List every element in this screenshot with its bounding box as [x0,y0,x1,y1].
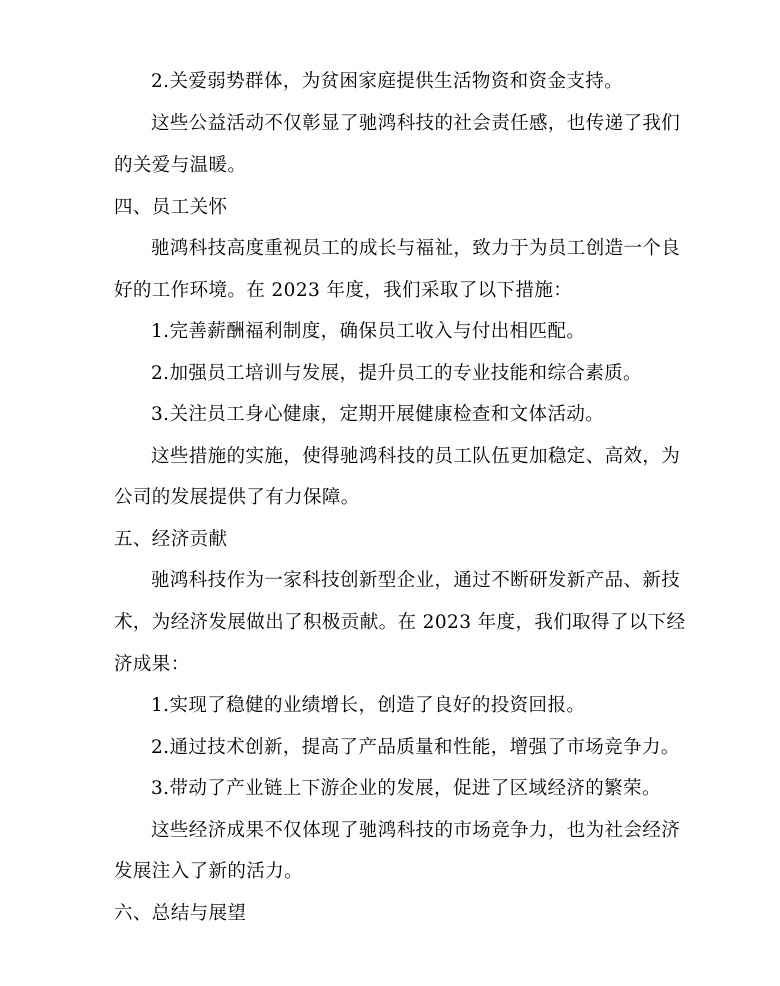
paragraph-line: 这些措施的实施，使得驰鸿科技的员工队伍更加稳定、高效，为 [151,446,681,467]
list-item-health: 3.关注员工身心健康，定期开展健康检查和文体活动。 [151,404,605,425]
paragraph-line: 济成果： [114,654,190,675]
list-item-compensation: 1.完善薪酬福利制度，确保员工收入与付出相匹配。 [151,321,586,342]
paragraph-line: 驰鸿科技作为一家科技创新型企业，通过不断研发新产品、新技 [151,570,681,591]
section-heading-employee-care: 四、员工关怀 [114,197,228,218]
paragraph-line: 公司的发展提供了有力保障。 [114,487,360,508]
paragraph-line: 这些经济成果不仅体现了驰鸿科技的市场竞争力，也为社会经济 [151,820,681,841]
paragraph-line: 的关爱与温暖。 [114,155,247,176]
section-heading-summary-outlook: 六、总结与展望 [114,903,247,924]
paragraph-line: 驰鸿科技高度重视员工的成长与福祉，致力于为员工创造一个良 [151,238,681,259]
paragraph-line: 好的工作环境。在 2023 年度，我们采取了以下措施： [114,280,573,301]
paragraph-line: 这些公益活动不仅彰显了驰鸿科技的社会责任感，也传递了我们 [151,113,681,134]
section-heading-economic-contribution: 五、经济贡献 [114,529,228,550]
paragraph-line: 发展注入了新的活力。 [114,861,304,882]
list-item-industry-chain: 3.带动了产业链上下游企业的发展，促进了区域经济的繁荣。 [151,778,661,799]
list-item-growth: 1.实现了稳健的业绩增长，创造了良好的投资回报。 [151,695,586,716]
list-item-support-vulnerable: 2.关爱弱势群体，为贫困家庭提供生活物资和资金支持。 [151,71,624,92]
list-item-training: 2.加强员工培训与发展，提升员工的专业技能和综合素质。 [151,363,642,384]
paragraph-line: 术，为经济发展做出了积极贡献。在 2023 年度，我们取得了以下经 [114,612,686,633]
list-item-innovation: 2.通过技术创新，提高了产品质量和性能，增强了市场竞争力。 [151,737,680,758]
